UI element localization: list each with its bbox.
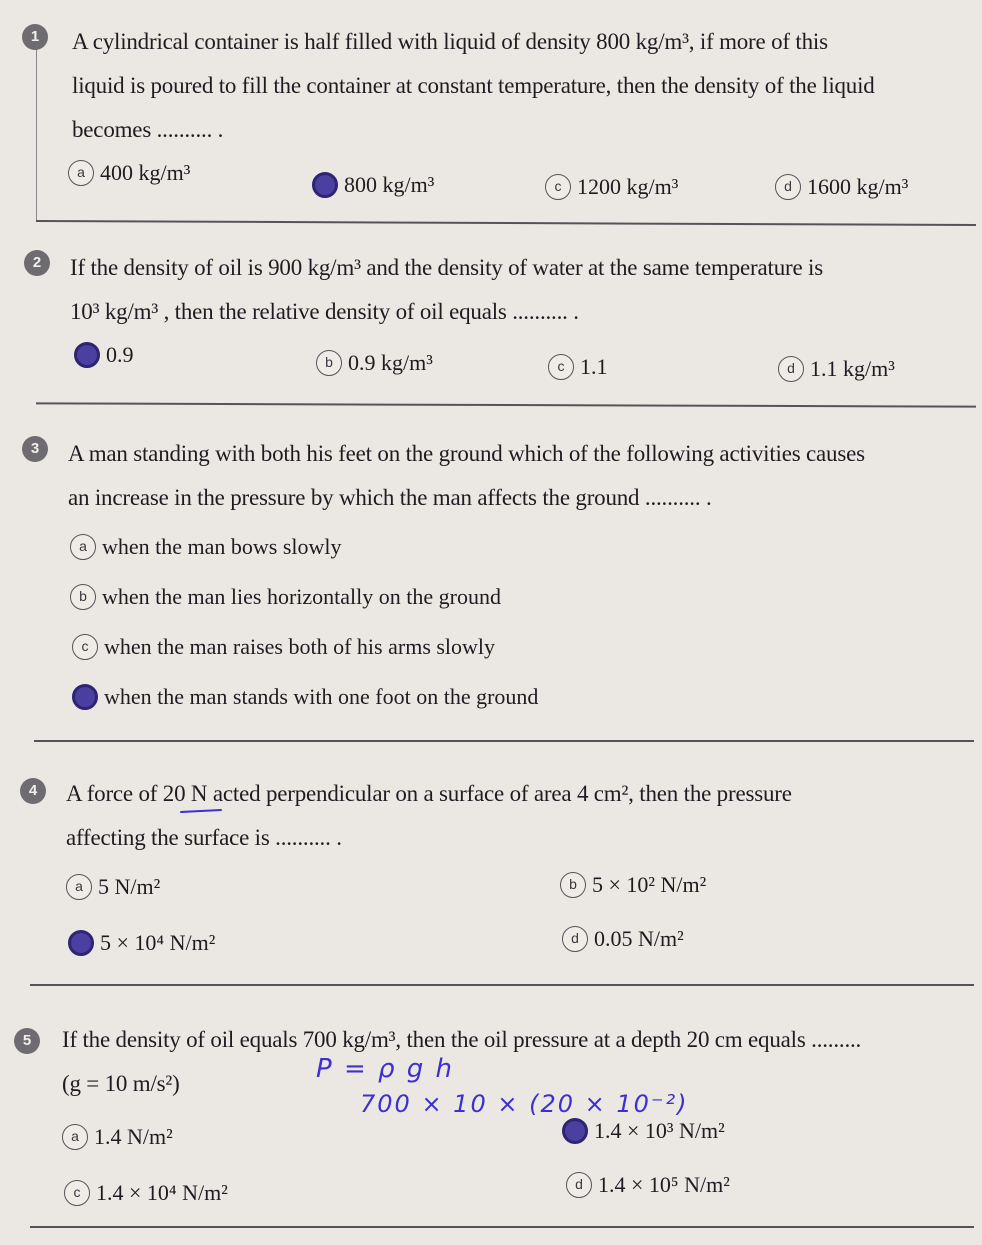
option-a[interactable] bbox=[74, 342, 134, 368]
option-c[interactable] bbox=[64, 1180, 228, 1206]
option-letter: d bbox=[778, 356, 804, 382]
question-text-line: If the density of oil is 900 kg/m³ and the density of water at the same temperature is bbox=[70, 255, 823, 280]
option-text: when the man raises both of his arms slowly bbox=[104, 634, 496, 659]
question-text bbox=[72, 20, 875, 152]
option-c[interactable] bbox=[72, 634, 495, 660]
question-text-line: A cylindrical container is half filled with liquid of density 800 kg/m³, if more of this bbox=[72, 29, 828, 54]
question-text-line: an increase in the pressure by which the man affects the ground .......... . bbox=[68, 485, 712, 510]
option-text: 0.9 kg/m³ bbox=[348, 350, 433, 375]
option-b[interactable] bbox=[70, 584, 501, 610]
option-letter: c bbox=[72, 634, 98, 660]
option-a[interactable] bbox=[62, 1124, 173, 1150]
question-text-line: 10³ kg/m³ , then the relative density of oil equals .......... . bbox=[70, 299, 579, 324]
option-text: 1600 kg/m³ bbox=[807, 174, 909, 199]
question-number: 3 bbox=[22, 436, 48, 462]
option-letter: b bbox=[316, 350, 342, 376]
option-b[interactable] bbox=[562, 1118, 725, 1144]
option-b[interactable] bbox=[312, 172, 434, 198]
option-text: 5 N/m² bbox=[98, 874, 161, 899]
option-text: 1.4 × 10⁴ N/m² bbox=[96, 1180, 228, 1205]
option-letter: a bbox=[66, 874, 92, 900]
option-text: when the man lies horizontally on the ground bbox=[102, 584, 501, 609]
question-number: 5 bbox=[14, 1028, 40, 1054]
option-d[interactable] bbox=[72, 684, 538, 710]
option-text: 0.05 N/m² bbox=[594, 926, 684, 951]
option-text: 5 × 10² N/m² bbox=[592, 872, 707, 897]
option-letter: c bbox=[545, 174, 571, 200]
option-a[interactable] bbox=[70, 534, 342, 560]
option-text: 400 kg/m³ bbox=[100, 160, 191, 185]
option-text: 1200 kg/m³ bbox=[577, 174, 679, 199]
option-letter: a bbox=[68, 160, 94, 186]
option-text: 1.4 × 10⁵ N/m² bbox=[598, 1172, 730, 1197]
question-text bbox=[68, 432, 865, 520]
option-letter: b bbox=[560, 872, 586, 898]
option-text: 0.9 bbox=[106, 342, 134, 367]
question-text-line: affecting the surface is .......... . bbox=[66, 825, 342, 850]
option-letter-selected: b bbox=[312, 172, 338, 198]
question-number: 4 bbox=[20, 778, 46, 804]
option-text: 1.1 kg/m³ bbox=[810, 356, 895, 381]
option-letter: c bbox=[64, 1180, 90, 1206]
option-letter: a bbox=[70, 534, 96, 560]
question-number: 2 bbox=[24, 250, 50, 276]
option-letter: d bbox=[775, 174, 801, 200]
handwritten-calculation: 700 × 10 × (20 × 10⁻²) bbox=[360, 1090, 689, 1118]
option-text: 1.1 bbox=[580, 354, 608, 379]
question-number: 1 bbox=[22, 24, 48, 50]
option-d[interactable] bbox=[562, 926, 684, 952]
option-d[interactable] bbox=[566, 1172, 730, 1198]
option-letter: b bbox=[70, 584, 96, 610]
option-d[interactable] bbox=[775, 174, 908, 200]
option-text: 1.4 N/m² bbox=[94, 1124, 173, 1149]
option-letter-selected: d bbox=[72, 684, 98, 710]
divider bbox=[30, 1226, 974, 1228]
option-c[interactable] bbox=[68, 930, 215, 956]
option-letter-selected: c bbox=[68, 930, 94, 956]
option-text: 1.4 × 10³ N/m² bbox=[594, 1118, 725, 1143]
option-text: when the man stands with one foot on the ground bbox=[104, 684, 539, 709]
option-b[interactable] bbox=[316, 350, 433, 376]
option-a[interactable] bbox=[68, 160, 190, 186]
question-text-line: becomes .......... . bbox=[72, 117, 224, 142]
divider bbox=[34, 740, 974, 742]
option-letter: c bbox=[548, 354, 574, 380]
divider bbox=[36, 402, 976, 407]
option-text: 5 × 10⁴ N/m² bbox=[100, 930, 216, 955]
question-text bbox=[66, 772, 792, 860]
option-text: 800 kg/m³ bbox=[344, 172, 435, 197]
divider bbox=[30, 984, 974, 986]
question-text-line: A force of 20 N acted perpendicular on a surface of area 4 cm², then the pressure bbox=[66, 781, 792, 806]
option-letter-selected: a bbox=[74, 342, 100, 368]
option-letter: a bbox=[62, 1124, 88, 1150]
question-text bbox=[70, 246, 823, 334]
question-text-line: A man standing with both his feet on the ground which of the following activities causes bbox=[68, 441, 865, 466]
question-text-line: If the density of oil equals 700 kg/m³, then the oil pressure at a depth 20 cm equals ......... bbox=[62, 1027, 862, 1052]
option-letter-selected: b bbox=[562, 1118, 588, 1144]
divider bbox=[36, 220, 976, 226]
option-letter: d bbox=[566, 1172, 592, 1198]
handwritten-formula: P = ρ g h bbox=[316, 1054, 455, 1084]
option-c[interactable] bbox=[545, 174, 678, 200]
question-text-line: (g = 10 m/s²) bbox=[62, 1071, 180, 1096]
option-b[interactable] bbox=[560, 872, 706, 898]
option-c[interactable] bbox=[548, 354, 608, 380]
option-d[interactable] bbox=[778, 356, 895, 382]
option-text: when the man bows slowly bbox=[102, 534, 342, 559]
question-text-line: liquid is poured to fill the container at constant temperature, then the density of the liquid bbox=[72, 73, 875, 98]
option-letter: d bbox=[562, 926, 588, 952]
margin-line bbox=[36, 40, 37, 220]
option-a[interactable] bbox=[66, 874, 160, 900]
